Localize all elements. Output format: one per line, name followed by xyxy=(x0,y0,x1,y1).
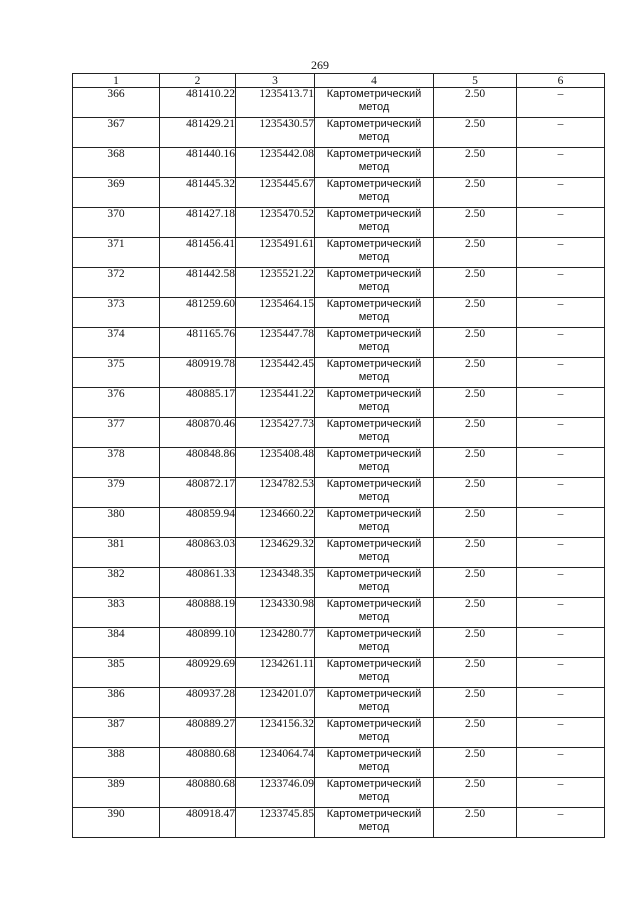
note-cell: – xyxy=(517,688,605,718)
y-coordinate-cell: 1234156.32 xyxy=(236,718,315,748)
method-cell xyxy=(315,598,434,628)
point-number-cell: 379 xyxy=(73,478,160,508)
column-header: 3 xyxy=(236,74,315,88)
accuracy-cell: 2.50 xyxy=(434,538,517,568)
point-number-cell: 381 xyxy=(73,538,160,568)
note-cell: – xyxy=(517,628,605,658)
method-line-2: метод xyxy=(358,821,390,833)
accuracy-cell: 2.50 xyxy=(434,118,517,148)
x-coordinate-cell: 480918.47 xyxy=(160,808,236,838)
method-line-2: метод xyxy=(358,521,390,533)
accuracy-cell: 2.50 xyxy=(434,598,517,628)
note-cell: – xyxy=(517,778,605,808)
accuracy-cell: 2.50 xyxy=(434,208,517,238)
table-row xyxy=(73,508,605,538)
x-coordinate-cell: 480872.17 xyxy=(160,478,236,508)
x-coordinate-cell: 480889.27 xyxy=(160,718,236,748)
method-line-1: Картометрический xyxy=(326,568,422,580)
method-line-1: Картометрический xyxy=(326,328,422,340)
x-coordinate-cell: 480885.17 xyxy=(160,388,236,418)
x-coordinate-cell: 480880.68 xyxy=(160,778,236,808)
accuracy-cell: 2.50 xyxy=(434,718,517,748)
accuracy-cell: 2.50 xyxy=(434,658,517,688)
method-line-1: Картометрический xyxy=(326,208,422,220)
y-coordinate-cell: 1234261.11 xyxy=(236,658,315,688)
point-number-cell: 372 xyxy=(73,268,160,298)
accuracy-cell: 2.50 xyxy=(434,298,517,328)
x-coordinate-cell: 481442.58 xyxy=(160,268,236,298)
note-cell: – xyxy=(517,658,605,688)
accuracy-cell: 2.50 xyxy=(434,628,517,658)
table-row xyxy=(73,178,605,208)
point-number-cell: 386 xyxy=(73,688,160,718)
x-coordinate-cell: 481259.60 xyxy=(160,298,236,328)
accuracy-cell: 2.50 xyxy=(434,388,517,418)
method-line-2: метод xyxy=(358,341,390,353)
y-coordinate-cell: 1234280.77 xyxy=(236,628,315,658)
method-line-2: метод xyxy=(358,401,390,413)
y-coordinate-cell: 1233746.09 xyxy=(236,778,315,808)
y-coordinate-cell: 1234629.32 xyxy=(236,538,315,568)
x-coordinate-cell: 481427.18 xyxy=(160,208,236,238)
note-cell: – xyxy=(517,118,605,148)
method-line-2: метод xyxy=(358,131,390,143)
table-row xyxy=(73,628,605,658)
method-cell xyxy=(315,328,434,358)
method-line-2: метод xyxy=(358,461,390,473)
method-line-1: Картометрический xyxy=(326,688,422,700)
note-cell: – xyxy=(517,598,605,628)
method-line-1: Картометрический xyxy=(326,298,422,310)
method-cell xyxy=(315,718,434,748)
table-row xyxy=(73,778,605,808)
note-cell: – xyxy=(517,448,605,478)
point-number-cell: 383 xyxy=(73,598,160,628)
accuracy-cell: 2.50 xyxy=(434,778,517,808)
y-coordinate-cell: 1234782.53 xyxy=(236,478,315,508)
y-coordinate-cell: 1235430.57 xyxy=(236,118,315,148)
x-coordinate-cell: 480929.69 xyxy=(160,658,236,688)
note-cell: – xyxy=(517,508,605,538)
y-coordinate-cell: 1235521.22 xyxy=(236,268,315,298)
y-coordinate-cell: 1235408.48 xyxy=(236,448,315,478)
method-line-2: метод xyxy=(358,551,390,563)
method-cell xyxy=(315,298,434,328)
table-header-row xyxy=(73,74,605,88)
method-cell xyxy=(315,748,434,778)
x-coordinate-cell: 480937.28 xyxy=(160,688,236,718)
table-row xyxy=(73,328,605,358)
method-line-1: Картометрический xyxy=(326,358,422,370)
table-row xyxy=(73,358,605,388)
coordinates-table xyxy=(72,73,605,838)
y-coordinate-cell: 1235491.61 xyxy=(236,238,315,268)
method-line-2: метод xyxy=(358,311,390,323)
column-header: 4 xyxy=(315,74,434,88)
method-cell xyxy=(315,538,434,568)
point-number-cell: 377 xyxy=(73,418,160,448)
point-number-cell: 374 xyxy=(73,328,160,358)
method-cell xyxy=(315,388,434,418)
x-coordinate-cell: 480848.86 xyxy=(160,448,236,478)
method-line-1: Картометрический xyxy=(326,238,422,250)
method-cell xyxy=(315,808,434,838)
method-line-2: метод xyxy=(358,371,390,383)
method-line-2: метод xyxy=(358,161,390,173)
column-header: 1 xyxy=(73,74,160,88)
table-row xyxy=(73,208,605,238)
table-row xyxy=(73,418,605,448)
y-coordinate-cell: 1234330.98 xyxy=(236,598,315,628)
note-cell: – xyxy=(517,358,605,388)
method-line-2: метод xyxy=(358,251,390,263)
method-line-1: Картометрический xyxy=(326,658,422,670)
table-row xyxy=(73,118,605,148)
y-coordinate-cell: 1234064.74 xyxy=(236,748,315,778)
table-row xyxy=(73,298,605,328)
note-cell: – xyxy=(517,298,605,328)
table-row xyxy=(73,388,605,418)
note-cell: – xyxy=(517,88,605,118)
note-cell: – xyxy=(517,328,605,358)
point-number-cell: 378 xyxy=(73,448,160,478)
method-cell xyxy=(315,418,434,448)
x-coordinate-cell: 481445.32 xyxy=(160,178,236,208)
x-coordinate-cell: 481440.16 xyxy=(160,148,236,178)
method-line-2: метод xyxy=(358,731,390,743)
method-line-1: Картометрический xyxy=(326,778,422,790)
method-cell xyxy=(315,148,434,178)
x-coordinate-cell: 480870.46 xyxy=(160,418,236,448)
y-coordinate-cell: 1235470.52 xyxy=(236,208,315,238)
y-coordinate-cell: 1235464.15 xyxy=(236,298,315,328)
method-line-1: Картометрический xyxy=(326,268,422,280)
accuracy-cell: 2.50 xyxy=(434,238,517,268)
x-coordinate-cell: 480919.78 xyxy=(160,358,236,388)
x-coordinate-cell: 480861.33 xyxy=(160,568,236,598)
method-cell xyxy=(315,238,434,268)
table-row xyxy=(73,538,605,568)
table-row xyxy=(73,808,605,838)
method-cell xyxy=(315,448,434,478)
table-row xyxy=(73,268,605,298)
x-coordinate-cell: 481165.76 xyxy=(160,328,236,358)
note-cell: – xyxy=(517,418,605,448)
table-row xyxy=(73,568,605,598)
method-cell xyxy=(315,508,434,538)
table-row xyxy=(73,748,605,778)
point-number-cell: 380 xyxy=(73,508,160,538)
method-cell xyxy=(315,688,434,718)
accuracy-cell: 2.50 xyxy=(434,568,517,598)
method-line-1: Картометрический xyxy=(326,508,422,520)
x-coordinate-cell: 480899.10 xyxy=(160,628,236,658)
note-cell: – xyxy=(517,568,605,598)
y-coordinate-cell: 1234201.07 xyxy=(236,688,315,718)
note-cell: – xyxy=(517,808,605,838)
table-body xyxy=(73,88,605,838)
x-coordinate-cell: 481456.41 xyxy=(160,238,236,268)
method-line-2: метод xyxy=(358,581,390,593)
method-cell xyxy=(315,208,434,238)
point-number-cell: 373 xyxy=(73,298,160,328)
accuracy-cell: 2.50 xyxy=(434,508,517,538)
y-coordinate-cell: 1235442.08 xyxy=(236,148,315,178)
y-coordinate-cell: 1235441.22 xyxy=(236,388,315,418)
point-number-cell: 385 xyxy=(73,658,160,688)
accuracy-cell: 2.50 xyxy=(434,268,517,298)
method-line-2: метод xyxy=(358,101,390,113)
note-cell: – xyxy=(517,388,605,418)
column-header: 2 xyxy=(160,74,236,88)
method-cell xyxy=(315,88,434,118)
method-cell xyxy=(315,358,434,388)
point-number-cell: 382 xyxy=(73,568,160,598)
method-cell xyxy=(315,568,434,598)
x-coordinate-cell: 480863.03 xyxy=(160,538,236,568)
table-row xyxy=(73,688,605,718)
method-cell xyxy=(315,268,434,298)
y-coordinate-cell: 1235445.67 xyxy=(236,178,315,208)
method-line-1: Картометрический xyxy=(326,178,422,190)
point-number-cell: 387 xyxy=(73,718,160,748)
method-cell xyxy=(315,778,434,808)
point-number-cell: 375 xyxy=(73,358,160,388)
note-cell: – xyxy=(517,478,605,508)
y-coordinate-cell: 1234348.35 xyxy=(236,568,315,598)
method-line-2: метод xyxy=(358,791,390,803)
method-line-1: Картометрический xyxy=(326,748,422,760)
method-line-1: Картометрический xyxy=(326,448,422,460)
column-header: 6 xyxy=(517,74,605,88)
point-number-cell: 370 xyxy=(73,208,160,238)
accuracy-cell: 2.50 xyxy=(434,688,517,718)
accuracy-cell: 2.50 xyxy=(434,478,517,508)
point-number-cell: 388 xyxy=(73,748,160,778)
x-coordinate-cell: 481429.21 xyxy=(160,118,236,148)
table-row xyxy=(73,478,605,508)
method-line-2: метод xyxy=(358,281,390,293)
method-line-2: метод xyxy=(358,221,390,233)
method-line-2: метод xyxy=(358,671,390,683)
x-coordinate-cell: 480888.19 xyxy=(160,598,236,628)
accuracy-cell: 2.50 xyxy=(434,178,517,208)
point-number-cell: 371 xyxy=(73,238,160,268)
method-line-2: метод xyxy=(358,641,390,653)
note-cell: – xyxy=(517,238,605,268)
table-row xyxy=(73,718,605,748)
method-line-1: Картометрический xyxy=(326,478,422,490)
method-line-1: Картометрический xyxy=(326,118,422,130)
method-line-1: Картометрический xyxy=(326,598,422,610)
note-cell: – xyxy=(517,538,605,568)
table-row xyxy=(73,88,605,118)
note-cell: – xyxy=(517,208,605,238)
method-line-2: метод xyxy=(358,701,390,713)
method-line-2: метод xyxy=(358,761,390,773)
accuracy-cell: 2.50 xyxy=(434,808,517,838)
x-coordinate-cell: 481410.22 xyxy=(160,88,236,118)
y-coordinate-cell: 1235447.78 xyxy=(236,328,315,358)
note-cell: – xyxy=(517,148,605,178)
column-header: 5 xyxy=(434,74,517,88)
method-cell xyxy=(315,628,434,658)
method-cell xyxy=(315,178,434,208)
point-number-cell: 367 xyxy=(73,118,160,148)
point-number-cell: 384 xyxy=(73,628,160,658)
method-line-1: Картометрический xyxy=(326,388,422,400)
method-cell xyxy=(315,118,434,148)
x-coordinate-cell: 480880.68 xyxy=(160,748,236,778)
method-line-1: Картометрический xyxy=(326,418,422,430)
accuracy-cell: 2.50 xyxy=(434,88,517,118)
method-line-2: метод xyxy=(358,611,390,623)
accuracy-cell: 2.50 xyxy=(434,448,517,478)
accuracy-cell: 2.50 xyxy=(434,748,517,778)
method-line-2: метод xyxy=(358,491,390,503)
method-line-1: Картометрический xyxy=(326,88,422,100)
table-row xyxy=(73,658,605,688)
point-number-cell: 389 xyxy=(73,778,160,808)
accuracy-cell: 2.50 xyxy=(434,328,517,358)
point-number-cell: 376 xyxy=(73,388,160,418)
note-cell: – xyxy=(517,178,605,208)
y-coordinate-cell: 1235413.71 xyxy=(236,88,315,118)
table-row xyxy=(73,148,605,178)
method-line-1: Картометрический xyxy=(326,538,422,550)
method-line-1: Картометрический xyxy=(326,628,422,640)
x-coordinate-cell: 480859.94 xyxy=(160,508,236,538)
y-coordinate-cell: 1235442.45 xyxy=(236,358,315,388)
note-cell: – xyxy=(517,718,605,748)
method-line-2: метод xyxy=(358,191,390,203)
y-coordinate-cell: 1234660.22 xyxy=(236,508,315,538)
method-line-2: метод xyxy=(358,431,390,443)
method-line-1: Картометрический xyxy=(326,808,422,820)
method-line-1: Картометрический xyxy=(326,718,422,730)
method-cell xyxy=(315,658,434,688)
accuracy-cell: 2.50 xyxy=(434,418,517,448)
accuracy-cell: 2.50 xyxy=(434,148,517,178)
y-coordinate-cell: 1233745.85 xyxy=(236,808,315,838)
accuracy-cell: 2.50 xyxy=(434,358,517,388)
point-number-cell: 366 xyxy=(73,88,160,118)
table-row xyxy=(73,598,605,628)
y-coordinate-cell: 1235427.73 xyxy=(236,418,315,448)
point-number-cell: 368 xyxy=(73,148,160,178)
method-line-1: Картометрический xyxy=(326,148,422,160)
note-cell: – xyxy=(517,748,605,778)
method-cell xyxy=(315,478,434,508)
table-row xyxy=(73,238,605,268)
page-number: 269 xyxy=(311,58,329,72)
point-number-cell: 369 xyxy=(73,178,160,208)
table-row xyxy=(73,448,605,478)
note-cell: – xyxy=(517,268,605,298)
point-number-cell: 390 xyxy=(73,808,160,838)
